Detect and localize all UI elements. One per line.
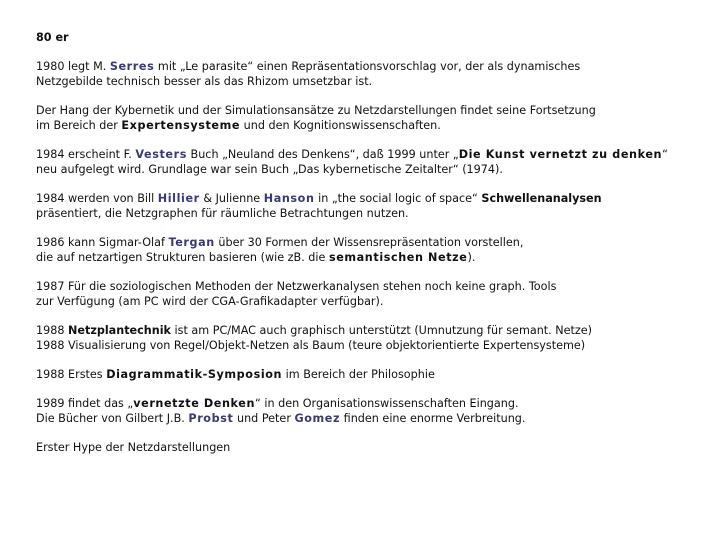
- text: 1984 werden von Bill: [36, 192, 158, 205]
- paragraph-line: 1987 Für die soziologischen Methoden der Netzwerkanalysen stehen noch keine graph. Tools: [36, 280, 557, 293]
- author-name: Tergan: [168, 236, 215, 249]
- paragraph-serres: [36, 59, 706, 89]
- paragraph-hillier-hanson: [36, 191, 706, 221]
- paragraph-line: neu aufgelegt wird. Grundlage war sein Buch „Das kybernetische Zeitalter“ (1974).: [36, 163, 503, 176]
- slide-body: [36, 30, 706, 469]
- paragraph-line: präsentiert, die Netzgraphen für räumliche Betrachtungen nutzen.: [36, 207, 409, 220]
- author-name: Serres: [109, 60, 155, 73]
- text: ).: [467, 251, 476, 264]
- author-name: Probst: [188, 412, 234, 425]
- paragraph-line: [36, 396, 706, 411]
- paragraph-line: [36, 323, 706, 338]
- paragraph-line: zur Verfügung (am PC wird der CGA-Grafikadapter verfügbar).: [36, 295, 384, 308]
- paragraph-line: [36, 118, 706, 133]
- text: die auf netzartigen Strukturen basieren (wie zB. die: [36, 251, 329, 264]
- author-name: Vesters: [135, 148, 187, 161]
- text: 1988 Erstes: [36, 368, 107, 381]
- paragraph-line: [36, 59, 706, 74]
- paragraph-line: [36, 191, 706, 206]
- text: im Bereich der: [36, 119, 122, 132]
- key-term: semantischen Netze: [328, 251, 468, 264]
- paragraph-line: Erster Hype der Netzdarstellungen: [36, 441, 231, 454]
- paragraph-line: [36, 250, 706, 265]
- paragraph-line: [36, 235, 706, 250]
- paragraph-line: Der Hang der Kybernetik und der Simulationsansätze zu Netzdarstellungen findet seine Fortsetzung: [36, 104, 596, 117]
- key-term: Diagrammatik-Symposion: [106, 368, 283, 381]
- text: in „the social logic of space“: [314, 192, 482, 205]
- paragraph-line: 1988 Visualisierung von Regel/Objekt-Netzen als Baum (teure objektorientierte Expertensysteme): [36, 339, 586, 352]
- paragraph-netzwerkanalysen: [36, 279, 706, 309]
- paragraph-tergan: [36, 235, 706, 265]
- text: über 30 Formen der Wissensrepräsentation vorstellen,: [214, 236, 524, 249]
- text: 1986 kann Sigmar-Olaf: [36, 236, 169, 249]
- author-name: Gomez: [294, 412, 341, 425]
- key-term: Die Kunst vernetzt zu denken: [458, 148, 663, 161]
- paragraph-hype: [36, 440, 706, 455]
- text: Die Bücher von Gilbert J.B.: [36, 412, 189, 425]
- key-term: Expertensysteme: [121, 119, 241, 132]
- paragraph-line: [36, 367, 706, 382]
- text: Buch „Neuland des Denkens“, daß 1999 unter „: [186, 148, 459, 161]
- paragraph-vernetztes-denken: [36, 396, 706, 426]
- paragraph-diagrammatik: [36, 367, 706, 382]
- text: 1989 findet das „: [36, 397, 134, 410]
- key-term: vernetzte Denken: [133, 397, 256, 410]
- section-heading: 80 er: [36, 31, 69, 44]
- author-name: Hanson: [263, 192, 315, 205]
- text: “: [662, 148, 668, 161]
- text: finden eine enorme Verbreitung.: [340, 412, 526, 425]
- text: & Julienne: [199, 192, 264, 205]
- paragraph-line: [36, 147, 706, 162]
- text: und den Kognitionswissenschaften.: [240, 119, 441, 132]
- text: ist am PC/MAC auch graphisch unterstützt (Umnutzung für semant. Netze): [170, 324, 593, 337]
- text: 1980 legt M.: [36, 60, 110, 73]
- text: 1984 erscheint F.: [36, 148, 136, 161]
- text: “ in den Organisationswissenschaften Eingang.: [255, 397, 519, 410]
- paragraph-line: Netzgebilde technisch besser als das Rhizom umsetzbar ist.: [36, 75, 373, 88]
- text: im Bereich der Philosophie: [282, 368, 435, 381]
- paragraph-line: [36, 411, 706, 426]
- text: und Peter: [233, 412, 295, 425]
- text: 1988: [36, 324, 69, 337]
- paragraph-kybernetik: [36, 103, 706, 133]
- key-term: Netzplantechnik: [68, 324, 171, 337]
- paragraph-netzplantechnik: [36, 323, 706, 353]
- text: mit „Le parasite“ einen Repräsentationsvorschlag vor, der als dynamisches: [154, 60, 581, 73]
- key-term: Schwellenanalysen: [481, 192, 602, 205]
- paragraph-vester: [36, 147, 706, 177]
- author-name: Hillier: [157, 192, 200, 205]
